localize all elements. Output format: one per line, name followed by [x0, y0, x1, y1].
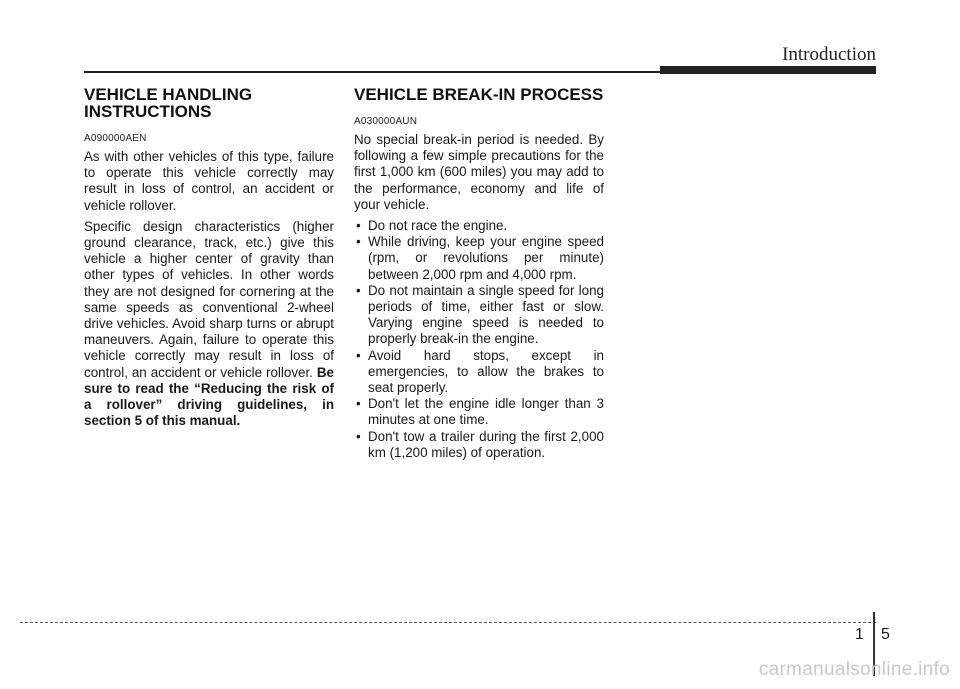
bullet-icon: •: [356, 218, 361, 234]
paragraph: As with other vehicles of this type, failure to operate this vehicle correctly may result in loss of control, an accident or vehicle rollover.: [84, 149, 334, 213]
list-item: [354, 218, 604, 234]
bullet-icon: •: [356, 234, 361, 250]
section-heading-break-in: VEHICLE BREAK-IN PROCESS: [354, 85, 604, 104]
header-rule-thick: [660, 66, 876, 74]
chapter-number: 1: [855, 626, 864, 643]
list-item-text: Don't let the engine idle longer than 3 minutes at one time.: [368, 396, 604, 428]
paragraph-text: Specific design characteristics (higher ground clearance, track, etc.) give this vehicle a higher center of gravity than other types of vehicles. In other words they are not designed for cornering at the same speeds as conventional 2-wheel drive vehicles. Avoid sharp turns or abrupt maneuvers. Again, failure to operate this vehicle correctly may result in loss of control, an accident or vehicle rollover.: [84, 218, 334, 380]
heading-line-2: INSTRUCTIONS: [84, 102, 212, 121]
list-item-text: Avoid hard stops, except in emergencies, to allow the brakes to seat properly.: [368, 347, 604, 396]
list-item-text: Do not maintain a single speed for long periods of time, either fast or slow. Varying engine speed is needed to properly break-in the engine.: [368, 282, 604, 347]
bullet-icon: •: [356, 282, 361, 298]
list-item: [354, 348, 604, 397]
list-item: [354, 283, 604, 348]
paragraph-bold-text: Be sure to read the “Reducing the risk of a rollover” driving guidelines, in section 5 of this manual.: [84, 364, 334, 429]
bullet-icon: •: [356, 428, 361, 444]
section-code: A030000AUN: [354, 116, 418, 127]
list-item-text: Do not race the engine.: [368, 218, 508, 234]
footer-rule: [20, 622, 876, 623]
watermark: carmanualsonline.info: [758, 659, 950, 680]
left-column: [84, 86, 334, 434]
list-item-text: Don't tow a trailer during the first 2,000 km (1,200 miles) of operation.: [368, 428, 604, 460]
bullet-icon: •: [356, 396, 361, 412]
list-item: [354, 429, 604, 461]
list-item: [354, 396, 604, 428]
bullet-list: [354, 218, 604, 461]
page-number: 5: [881, 626, 890, 643]
list-item: [354, 234, 604, 283]
bullet-icon: •: [356, 347, 361, 363]
list-item-text: While driving, keep your engine speed (rpm, or revolutions per minute) between 2,000 rpm and 4,000 rpm.: [368, 234, 604, 282]
section-heading-vehicle-handling: [84, 86, 334, 120]
header-rule-thin: [84, 71, 662, 73]
paragraph: No special break-in period is needed. By following a few simple precautions for the first 1,000 km (600 miles) you may add to the performance, economy and life of your vehicle.: [354, 132, 604, 212]
right-column: [354, 86, 604, 461]
paragraph: [84, 219, 334, 430]
header-title: Introduction: [782, 44, 876, 65]
section-code: A090000AEN: [84, 133, 147, 144]
heading-line-1: VEHICLE HANDLING: [84, 85, 253, 104]
